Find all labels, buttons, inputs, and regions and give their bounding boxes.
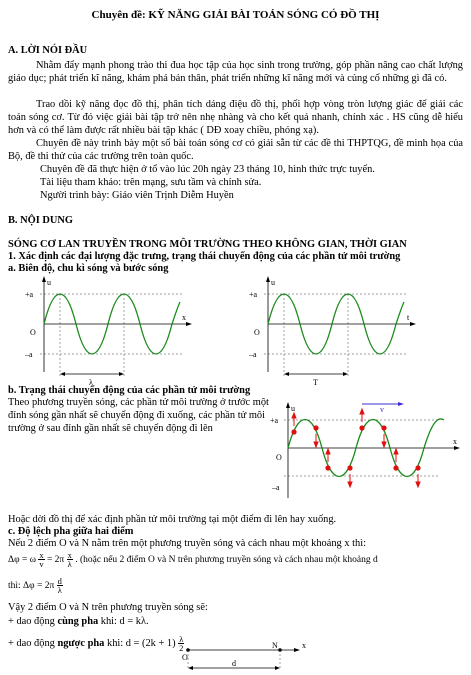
- origin-label: O: [30, 328, 36, 337]
- particle-dot: [415, 465, 420, 470]
- u-label: u: [271, 278, 275, 287]
- velocity-label: v: [380, 405, 384, 414]
- u-label: u: [291, 404, 295, 413]
- subheading-b: b. Trạng thái chuyển động của các phần tử môi trường: [8, 385, 251, 396]
- u-axis-arrow-icon: [266, 276, 270, 282]
- motion-state-graph: [270, 398, 466, 510]
- d-label: d: [232, 659, 236, 668]
- t-axis-arrow-icon: [410, 322, 416, 326]
- d-arrow-left-icon: [188, 666, 193, 670]
- plus-a-label: +a: [270, 416, 279, 425]
- plus-a-label: +a: [249, 290, 258, 299]
- t-label: t: [407, 313, 410, 322]
- lambda-label: λ: [89, 378, 93, 387]
- minus-a-label: –a: [272, 483, 280, 492]
- motion-state-text: Theo phương truyền sóng, các phần tử môi trường ở trước một đỉnh sóng gần nhất sẽ chuyển động đi xuống, các phần tử môi trường ở sau đỉnh gần nhất sẽ chuyển động đi lên: [8, 397, 269, 434]
- topic-heading: SÓNG CƠ LAN TRUYỀN TRONG MÔI TRƯỜNG THEO KHÔNG GIAN, THỜI GIAN: [8, 239, 407, 250]
- d-arrow-right-icon: [275, 666, 280, 670]
- distance-diagram: [178, 640, 318, 674]
- intro-paragraph-3: Chuyên đề này trình bày một số bài toán sóng cơ có giải sẵn từ các đề thi THPTQG, đề minh họa của Bộ, đề thi thử của các trường trên toàn quốc.: [8, 138, 463, 162]
- delta-phi: Δφ = ω: [8, 555, 36, 565]
- subheading-c: c. Độ lệch pha giữa hai điểm: [8, 526, 134, 537]
- x-over-lambda-fraction: $\frac{x}{\lambda}$: [67, 550, 72, 570]
- intro-paragraph-5: Tài liệu tham khảo: trên mạng, sưu tầm và chỉnh sửa.: [40, 177, 262, 188]
- intro-paragraph-2: Trao dồi kỹ năng đọc đồ thị, phân tích dáng điệu đồ thị, phối hợp vòng tròn lượng giác để giải các toán sóng cơ. Từ đó việc giải bài tập trở nên nhẹ nhàng và cho kết quả nhanh, chính xác . HS cũng dễ hiểu hơn và có thể làm được rất nhiều bài tập khác ( DĐ xoay chiều, phóng xạ).: [8, 99, 463, 136]
- intro-paragraph-6: Người trình bày: Giáo viên Trịnh Diễm Huyền: [40, 190, 234, 201]
- d-over-lambda-fraction: $\frac{d}{\lambda}$: [57, 576, 62, 596]
- motion-note: Hoặc dời đồ thị để xác định phần tử môi trường tại một điểm đi lên hay xuống.: [8, 514, 337, 525]
- wave-space-graph: [22, 276, 202, 388]
- phase-text-3: Vậy 2 điểm O và N trên phương truyền sóng sẽ:: [8, 602, 208, 613]
- minus-a-label: –a: [25, 350, 33, 359]
- lambda-arrow-right-icon: [119, 372, 124, 376]
- x-label: x: [182, 313, 186, 322]
- arrow-up-icon: [326, 449, 330, 454]
- u-axis-arrow-icon: [42, 276, 46, 282]
- x-over-v-fraction: $\frac{x}{v}$: [39, 550, 44, 570]
- lambda-arrow-left-icon: [60, 372, 65, 376]
- subheading-1: 1. Xác định các đại lượng đặc trưng, trạng thái chuyển động của các phần tử môi trường: [8, 251, 401, 262]
- subheading-a: a. Biên độ, chu kì sóng và bước sóng: [8, 263, 169, 274]
- period-arrow-left-icon: [284, 372, 289, 376]
- particle-dot: [393, 465, 398, 470]
- document-title: Chuyên đề: KỸ NĂNG GIẢI BÀI TOÁN SÓNG CÓ ĐỒ THỊ: [91, 9, 380, 21]
- u-axis-arrow-icon: [286, 402, 290, 408]
- period-arrow-right-icon: [343, 372, 348, 376]
- velocity-arrow-icon: [398, 402, 404, 406]
- arrow-down-icon: [416, 482, 420, 487]
- arrow-up-icon: [394, 449, 398, 454]
- particle-dot: [347, 465, 352, 470]
- phase-text-1: Nếu 2 điểm O và N nằm trên một phương truyền sóng và cách nhau một khoảng x thì:: [8, 538, 366, 549]
- plus-a-label: +a: [25, 290, 34, 299]
- section-a-heading: A. LỜI NÓI ĐẦU: [8, 45, 88, 56]
- propagation-arrow-icon: [294, 648, 300, 652]
- x-label: x: [302, 641, 306, 650]
- arrow-down-icon: [348, 482, 352, 487]
- particle-dot: [381, 425, 386, 430]
- equals-two-pi: = 2π: [46, 555, 65, 565]
- arrow-down-icon: [314, 442, 318, 447]
- lambda-over-two-fraction: $\frac{\lambda}{2}$: [179, 634, 184, 654]
- intro-paragraph-4: Chuyên đề đã thực hiện ở tổ vào lúc 20h ngày 23 tháng 10, hình thức trực tuyến.: [40, 164, 375, 175]
- wave-time-graph: [246, 276, 426, 388]
- particle-dot: [291, 429, 296, 434]
- in-phase-line: + dao động cùng pha khi: d = kλ.: [8, 616, 149, 627]
- arrow-up-icon: [360, 409, 364, 414]
- o-label: O: [182, 653, 188, 662]
- arrow-up-icon: [292, 413, 296, 418]
- phase-formula-line: [8, 550, 463, 570]
- particle-dot: [313, 425, 318, 430]
- phase-text-2: . (hoặc nếu 2 điểm O và N trên phương truyền sóng và cách nhau một khoảng d: [75, 555, 378, 565]
- period-label: T: [313, 378, 318, 387]
- u-label: u: [47, 278, 51, 287]
- x-axis-arrow-icon: [186, 322, 192, 326]
- x-label: x: [453, 437, 457, 446]
- x-axis-arrow-icon: [454, 446, 460, 450]
- origin-label: O: [276, 453, 282, 462]
- origin-label: O: [254, 328, 260, 337]
- anti-phase-line: + dao động ngược pha khi: d = (2k + 1) $\frac{\lambda}{2}$: [8, 634, 184, 654]
- phase-formula-line-2: thì: Δφ = 2π $\frac{d}{\lambda}$: [8, 576, 62, 596]
- section-b-heading: B. NỘI DUNG: [8, 215, 73, 226]
- particle-dot: [325, 465, 330, 470]
- particle-dot: [359, 425, 364, 430]
- intro-paragraph-1: Nhằm đẩy mạnh phong trào thi đua học tập của học sinh trong trường, góp phần nâng cao chất lượng giáo dục; phát triển kĩ năng, khám phá bản thân, phát triển những kĩ năng mới và củng cố những gì đã có.: [8, 60, 463, 84]
- minus-a-label: –a: [249, 350, 257, 359]
- n-label: N: [272, 641, 278, 650]
- arrow-down-icon: [382, 442, 386, 447]
